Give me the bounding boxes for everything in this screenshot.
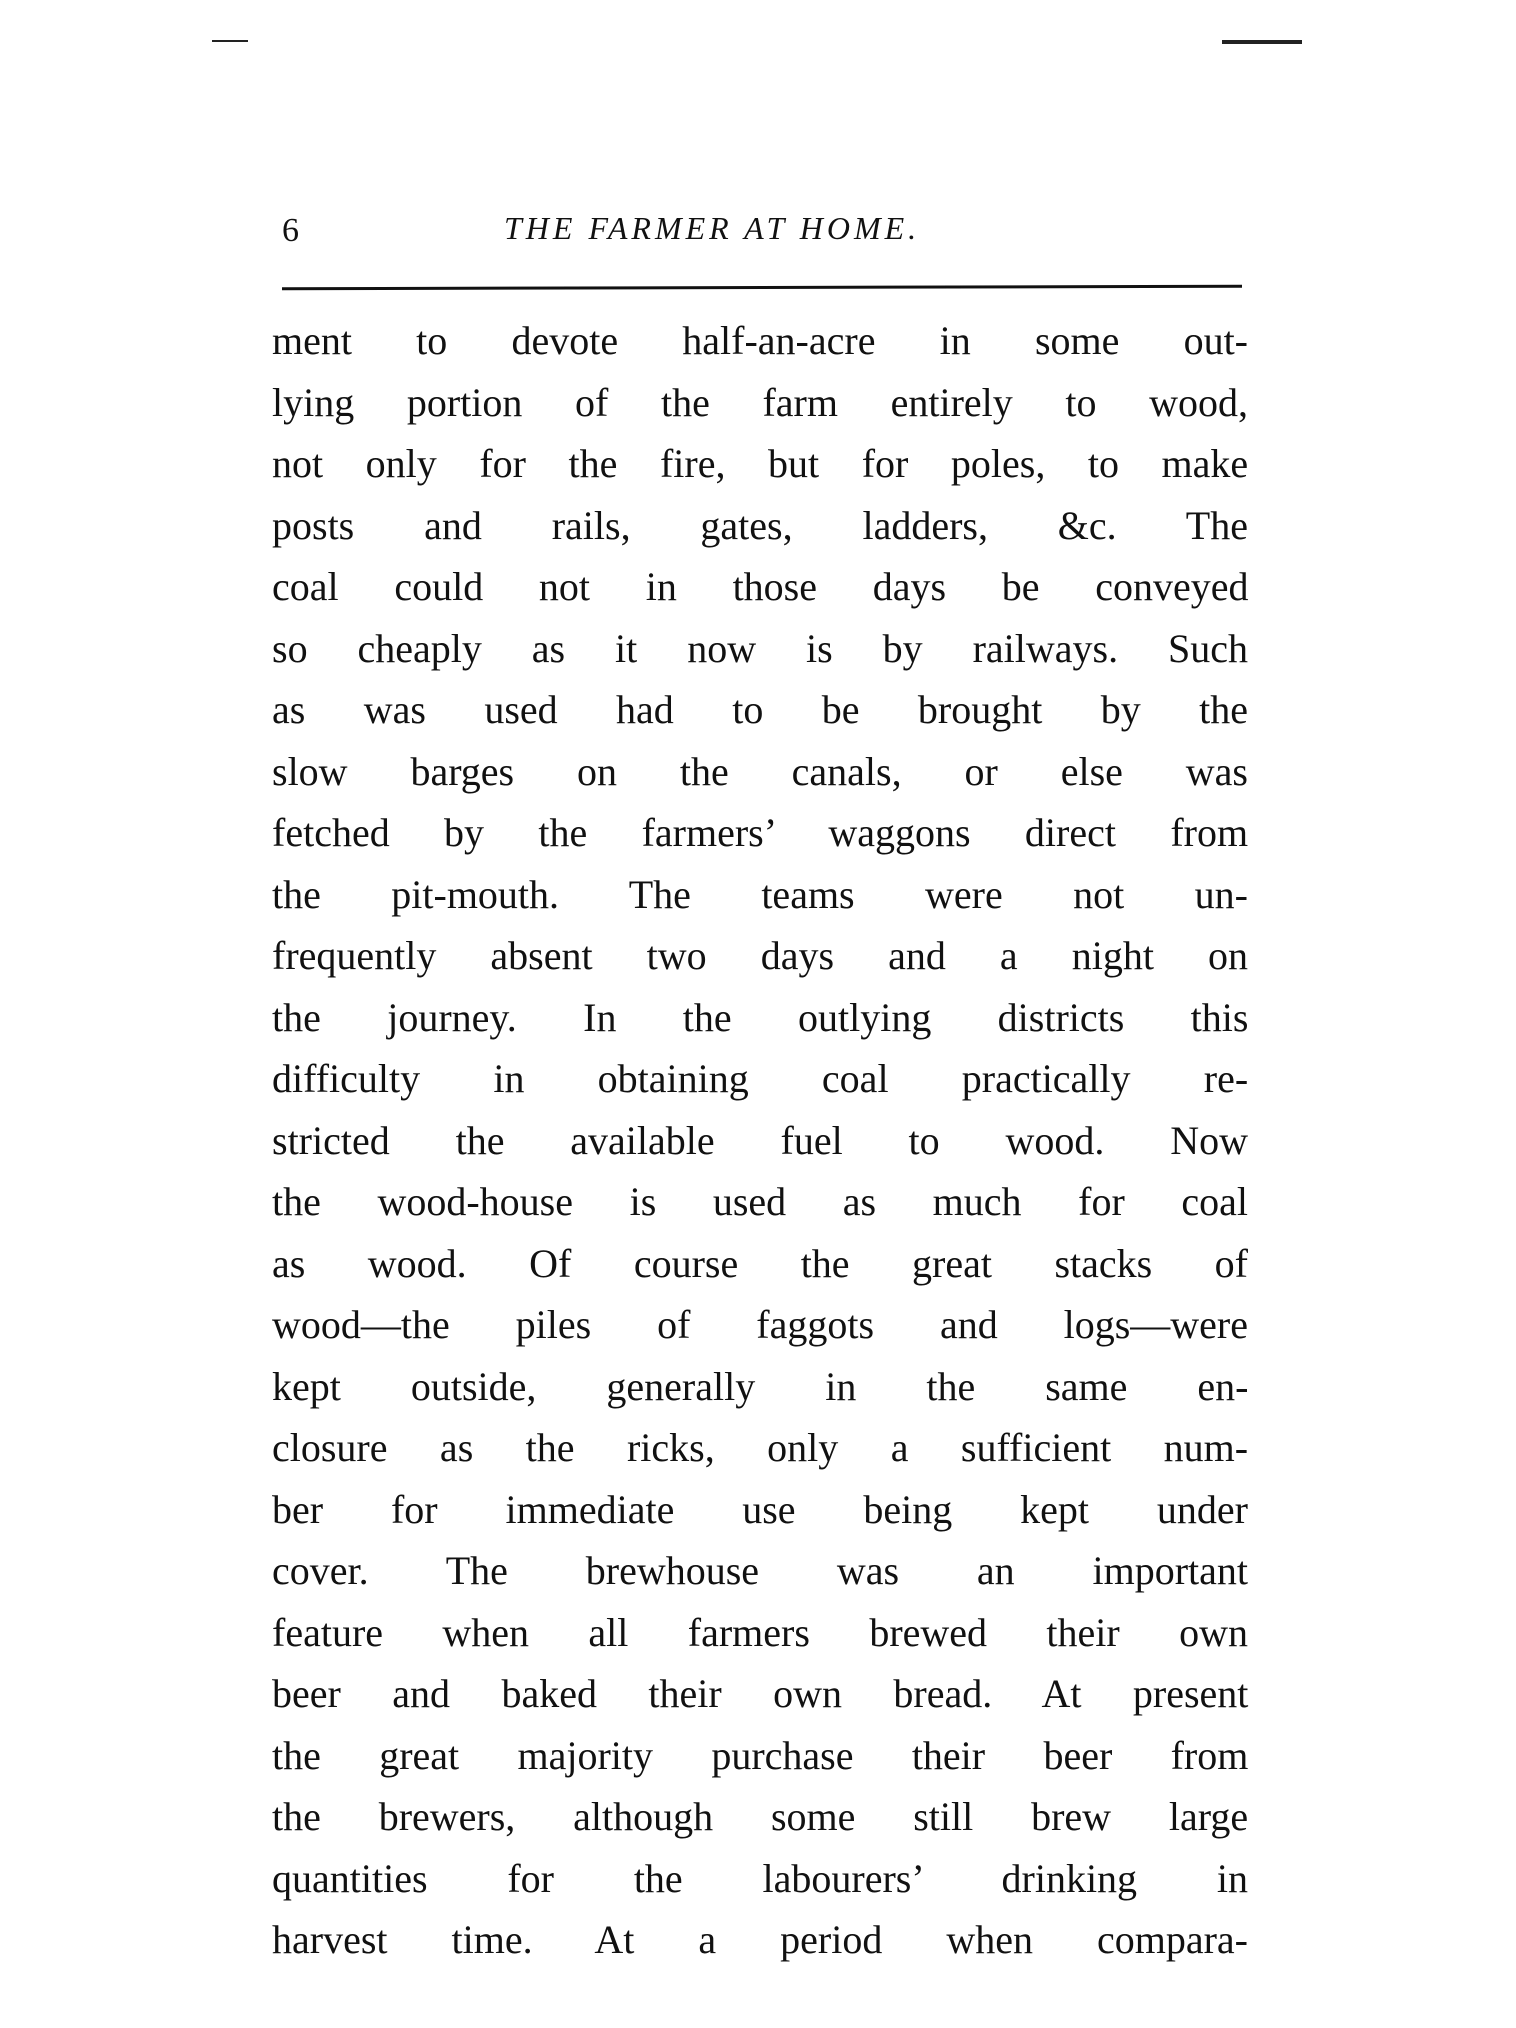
text-line: beer and baked their own bread. At present [272,1671,1249,1716]
header-rule [282,285,1242,291]
running-head [282,212,1242,262]
text-line: harvest time. At a period when compara- [272,1917,1248,1962]
text-line: the journey. In the outlying districts this [272,994,1249,1040]
text-line: the brewers, although some still brew large [272,1794,1249,1839]
text-line: coal could not in those days be conveyed [272,564,1249,609]
text-line: ber for immediate use being kept under [272,1486,1248,1532]
running-head-title: THE FARMER AT HOME. [504,210,921,246]
text-line: closure as the ricks, only a sufficient num- [272,1425,1249,1470]
text-line: stricted the available fuel to wood. Now [272,1117,1248,1163]
text-line: so cheaply as it now is by railways. Such [272,625,1248,671]
crop-mark-right [1222,40,1302,44]
text-line: wood—the piles of faggots and logs—were [272,1302,1248,1347]
text-line: the wood-house is used as much for coal [272,1179,1248,1224]
text-line: cover. The brewhouse was an important [272,1548,1248,1593]
text-line: kept outside, generally in the same en- [272,1363,1249,1409]
text-line: not only for the fire, but for poles, to make [272,441,1249,486]
body-text [272,310,1248,1971]
page-number: 6 [282,212,299,249]
text-line: slow barges on the canals, or else was [272,748,1248,794]
text-line: quantities for the labourers’ drinking in [272,1855,1248,1901]
text-line: ment to devote half-an-acre in some out- [272,318,1248,363]
text-line: as was used had to be brought by the [272,687,1248,732]
crop-mark-left [212,40,248,42]
text-line: feature when all farmers brewed their own [272,1609,1248,1655]
text-line: posts and rails, gates, ladders, &c. The [272,502,1248,548]
text-line: fetched by the farmers’ waggons direct from [272,810,1249,855]
text-line: difficulty in obtaining coal practically re- [272,1056,1249,1101]
text-line: frequently absent two days and a night on [272,933,1248,978]
text-line: as wood. Of course the great stacks of [272,1240,1248,1286]
text-line: the great majority purchase their beer from [272,1732,1249,1778]
text-line: the pit-mouth. The teams were not un- [272,871,1248,917]
text-line: lying portion of the farm entirely to wood, [272,379,1248,425]
